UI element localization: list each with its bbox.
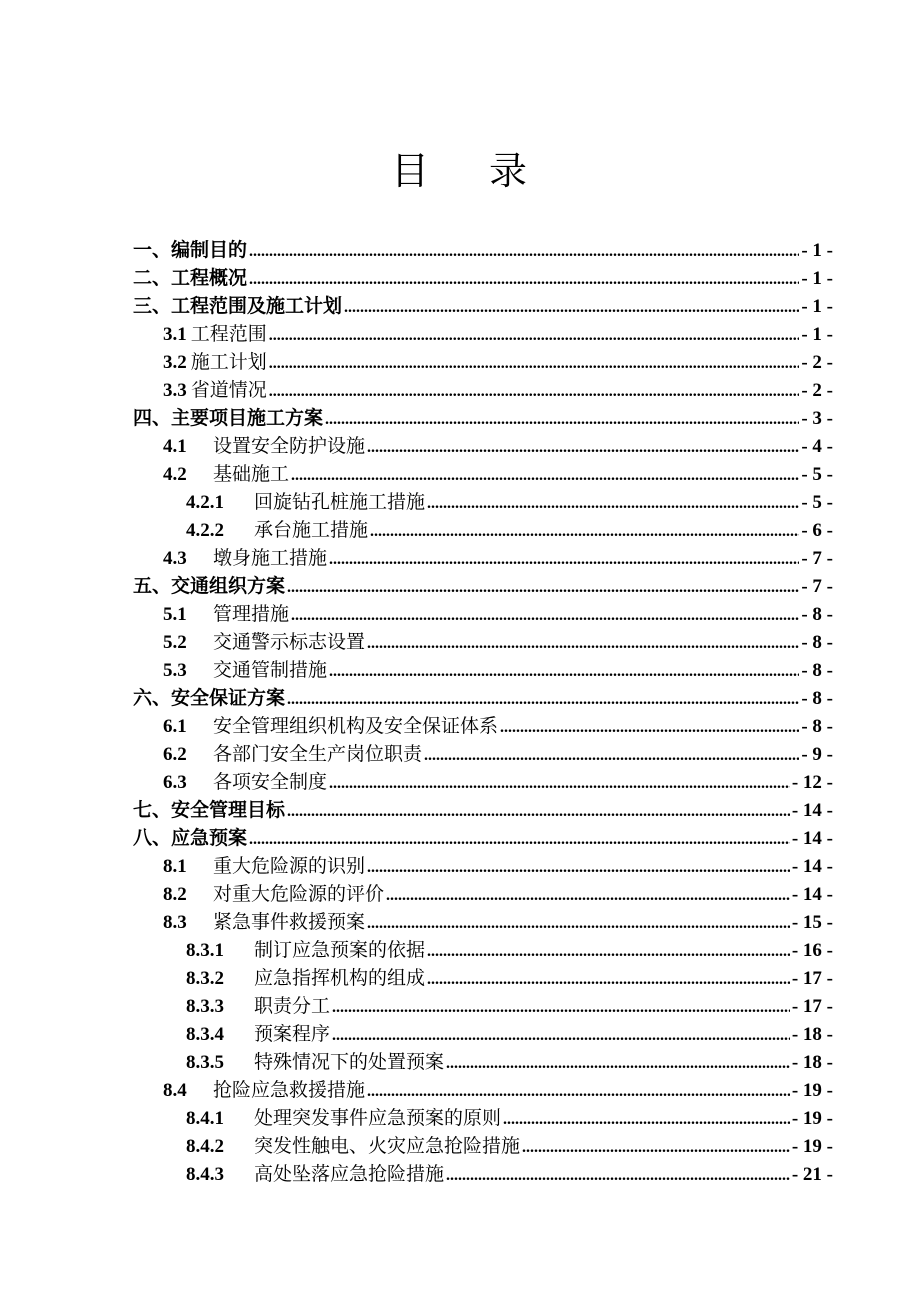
toc-entry-number: 3.3	[163, 380, 187, 401]
toc-dot-leader	[249, 826, 790, 854]
toc-entry-number: 8.4.3	[186, 1164, 224, 1185]
toc-entry[interactable]	[133, 1048, 833, 1076]
toc-entry-page: - 2 -	[801, 380, 833, 401]
toc-entry-page: - 5 -	[801, 492, 833, 513]
toc-entry-number: 8.4.2	[186, 1136, 224, 1157]
toc-entry-label: 突发性触电、火灾应急抢险措施	[254, 1135, 521, 1157]
toc-entry-number: 8.3	[163, 912, 187, 933]
toc-entry-label: 职责分工	[254, 995, 331, 1017]
toc-entry-page: - 14 -	[791, 828, 833, 849]
toc-entry-number: 5.1	[163, 604, 187, 625]
toc-dot-leader	[287, 798, 790, 826]
toc-entry[interactable]	[133, 432, 833, 460]
toc-entry-number: 8.1	[163, 856, 187, 877]
toc-entry[interactable]	[133, 936, 833, 964]
toc-dot-leader	[344, 294, 799, 322]
toc-dot-leader	[367, 854, 790, 882]
toc-entry-page: - 8 -	[801, 688, 833, 709]
toc-entry-page: - 7 -	[801, 548, 833, 569]
toc-dot-leader	[370, 518, 799, 546]
toc-dot-leader	[424, 742, 799, 770]
toc-entry[interactable]	[133, 992, 833, 1020]
toc-entry-label: 工程范围	[190, 323, 267, 345]
toc-entry-label: 各部门安全生产岗位职责	[213, 743, 423, 765]
toc-entry-page: - 21 -	[791, 1164, 833, 1185]
toc-entry[interactable]	[133, 404, 833, 432]
toc-entry-page: - 8 -	[801, 660, 833, 681]
toc-dot-leader	[329, 770, 790, 798]
toc-entry-label: 管理措施	[213, 603, 290, 625]
toc-entry-number: 8.4	[163, 1080, 187, 1101]
toc-entry[interactable]	[133, 1076, 833, 1104]
toc-dot-leader	[503, 1106, 790, 1134]
toc-dot-leader	[249, 238, 799, 266]
toc-entry-page: - 17 -	[791, 996, 833, 1017]
toc-entry[interactable]	[133, 824, 833, 852]
toc-entry-label: 交通管制措施	[213, 659, 328, 681]
toc-entry[interactable]	[133, 768, 833, 796]
toc-dot-leader	[332, 994, 790, 1022]
toc-entry-number: 6.1	[163, 716, 187, 737]
toc-entry-page: - 5 -	[801, 464, 833, 485]
toc-entry-number: 6.3	[163, 772, 187, 793]
toc-entry-label: 对重大危险源的评价	[213, 883, 385, 905]
title-char-2: 录	[489, 149, 530, 193]
toc-entry-label: 五、交通组织方案	[133, 575, 286, 597]
toc-entry-label: 处理突发事件应急预案的原则	[254, 1107, 502, 1129]
toc-entry-page: - 12 -	[791, 772, 833, 793]
toc-entry[interactable]	[133, 1104, 833, 1132]
toc-entry[interactable]	[133, 320, 833, 348]
toc-entry-page: - 16 -	[791, 940, 833, 961]
toc-entry-label: 抢险应急救援措施	[213, 1079, 366, 1101]
toc-entry[interactable]	[133, 460, 833, 488]
toc-entry[interactable]	[133, 880, 833, 908]
toc-entry-number: 4.2	[163, 464, 187, 485]
toc-entry-number: 8.3.5	[186, 1052, 224, 1073]
toc-entry[interactable]	[133, 908, 833, 936]
toc-entry[interactable]	[133, 796, 833, 824]
toc-dot-leader	[291, 462, 799, 490]
toc-entry-number: 4.2.2	[186, 520, 224, 541]
toc-entry-page: - 19 -	[791, 1136, 833, 1157]
toc-entry-page: - 1 -	[801, 268, 833, 289]
toc-dot-leader	[386, 882, 790, 910]
toc-entry[interactable]	[133, 264, 833, 292]
toc-entry-label: 六、安全保证方案	[133, 687, 286, 709]
toc-entry-label: 施工计划	[190, 351, 267, 373]
toc-entry-page: - 17 -	[791, 968, 833, 989]
toc-dot-leader	[427, 966, 790, 994]
toc-entry[interactable]	[133, 348, 833, 376]
toc-entry-page: - 4 -	[801, 436, 833, 457]
toc-dot-leader	[329, 546, 799, 574]
toc-entry-number: 5.3	[163, 660, 187, 681]
toc-dot-leader	[269, 322, 800, 350]
toc-entry-label: 省道情况	[190, 379, 267, 401]
toc-entry-page: - 7 -	[801, 576, 833, 597]
toc-dot-leader	[446, 1050, 790, 1078]
toc-entry-label: 各项安全制度	[213, 771, 328, 793]
toc-dot-leader	[269, 378, 800, 406]
toc-dot-leader	[325, 406, 799, 434]
page-title	[0, 140, 920, 195]
toc-dot-leader	[287, 686, 799, 714]
toc-entry-page: - 14 -	[791, 800, 833, 821]
toc-dot-leader	[287, 574, 799, 602]
toc-entry-label: 承台施工措施	[254, 519, 369, 541]
title-char-1: 目	[390, 149, 431, 193]
toc-entry-label: 基础施工	[213, 463, 290, 485]
toc-entry[interactable]	[133, 544, 833, 572]
toc-dot-leader	[249, 266, 799, 294]
toc-entry-number: 8.3.3	[186, 996, 224, 1017]
toc-entry-page: - 18 -	[791, 1024, 833, 1045]
toc-entry-number: 8.3.4	[186, 1024, 224, 1045]
toc-dot-leader	[367, 434, 799, 462]
toc-dot-leader	[367, 630, 799, 658]
toc-entry-number: 4.2.1	[186, 492, 224, 513]
toc-entry-number: 8.3.2	[186, 968, 224, 989]
toc-entry-page: - 15 -	[791, 912, 833, 933]
toc-entry-page: - 1 -	[801, 296, 833, 317]
toc-entry-label: 三、工程范围及施工计划	[133, 295, 343, 317]
toc-dot-leader	[291, 602, 799, 630]
toc-entry-label: 八、应急预案	[133, 827, 248, 849]
toc-entry-page: - 18 -	[791, 1052, 833, 1073]
toc-entry-label: 紧急事件救援预案	[213, 911, 366, 933]
toc-entry-label: 墩身施工措施	[213, 547, 328, 569]
toc-dot-leader	[332, 1022, 790, 1050]
toc-entry-number: 3.2	[163, 352, 187, 373]
toc-dot-leader	[427, 938, 790, 966]
toc-entry-number: 8.4.1	[186, 1108, 224, 1129]
toc-entry[interactable]	[133, 852, 833, 880]
toc-entry[interactable]	[133, 516, 833, 544]
toc-entry[interactable]	[133, 656, 833, 684]
toc-entry-page: - 8 -	[801, 604, 833, 625]
toc-entry[interactable]	[133, 684, 833, 712]
toc-entry[interactable]	[133, 572, 833, 600]
toc-entry-label: 设置安全防护设施	[213, 435, 366, 457]
toc-dot-leader	[427, 490, 799, 518]
toc-entry-label: 七、安全管理目标	[133, 799, 286, 821]
toc-entry-page: - 9 -	[801, 744, 833, 765]
toc-entry-page: - 19 -	[791, 1108, 833, 1129]
toc-entry[interactable]	[133, 236, 833, 264]
toc-entry-label: 特殊情况下的处置预案	[254, 1051, 445, 1073]
table-of-contents	[133, 236, 833, 1188]
toc-entry-page: - 14 -	[791, 884, 833, 905]
toc-dot-leader	[269, 350, 800, 378]
toc-entry[interactable]	[133, 964, 833, 992]
toc-entry-page: - 1 -	[801, 324, 833, 345]
toc-entry[interactable]	[133, 1020, 833, 1048]
toc-entry-label: 四、主要项目施工方案	[133, 407, 324, 429]
toc-entry[interactable]	[133, 376, 833, 404]
toc-entry-label: 一、编制目的	[133, 239, 248, 261]
toc-entry-page: - 14 -	[791, 856, 833, 877]
toc-entry-label: 预案程序	[254, 1023, 331, 1045]
toc-entry-page: - 8 -	[801, 632, 833, 653]
toc-dot-leader	[367, 910, 790, 938]
toc-entry-number: 3.1	[163, 324, 187, 345]
toc-entry-label: 二、工程概况	[133, 267, 248, 289]
toc-entry[interactable]	[133, 292, 833, 320]
toc-entry[interactable]	[133, 488, 833, 516]
toc-entry-page: - 8 -	[801, 716, 833, 737]
toc-entry-number: 6.2	[163, 744, 187, 765]
toc-entry-label: 安全管理组织机构及安全保证体系	[213, 715, 499, 737]
toc-dot-leader	[367, 1078, 790, 1106]
toc-entry-page: - 2 -	[801, 352, 833, 373]
toc-entry[interactable]	[133, 740, 833, 768]
toc-entry-page: - 1 -	[801, 240, 833, 261]
toc-entry-label: 回旋钻孔桩施工措施	[254, 491, 426, 513]
toc-entry-label: 应急指挥机构的组成	[254, 967, 426, 989]
toc-entry[interactable]	[133, 600, 833, 628]
toc-dot-leader	[522, 1134, 790, 1162]
toc-entry-page: - 19 -	[791, 1080, 833, 1101]
toc-entry-number: 4.3	[163, 548, 187, 569]
toc-entry-page: - 6 -	[801, 520, 833, 541]
toc-entry[interactable]	[133, 1132, 833, 1160]
toc-entry-label: 高处坠落应急抢险措施	[254, 1163, 445, 1185]
toc-entry-number: 4.1	[163, 436, 187, 457]
toc-dot-leader	[500, 714, 799, 742]
toc-entry[interactable]	[133, 1160, 833, 1188]
toc-entry-number: 5.2	[163, 632, 187, 653]
toc-entry-page: - 3 -	[801, 408, 833, 429]
toc-entry-number: 8.3.1	[186, 940, 224, 961]
toc-entry[interactable]	[133, 628, 833, 656]
toc-entry-label: 重大危险源的识别	[213, 855, 366, 877]
toc-dot-leader	[329, 658, 799, 686]
toc-entry-number: 8.2	[163, 884, 187, 905]
toc-entry[interactable]	[133, 712, 833, 740]
toc-entry-label: 制订应急预案的依据	[254, 939, 426, 961]
toc-dot-leader	[446, 1162, 790, 1190]
toc-entry-label: 交通警示标志设置	[213, 631, 366, 653]
